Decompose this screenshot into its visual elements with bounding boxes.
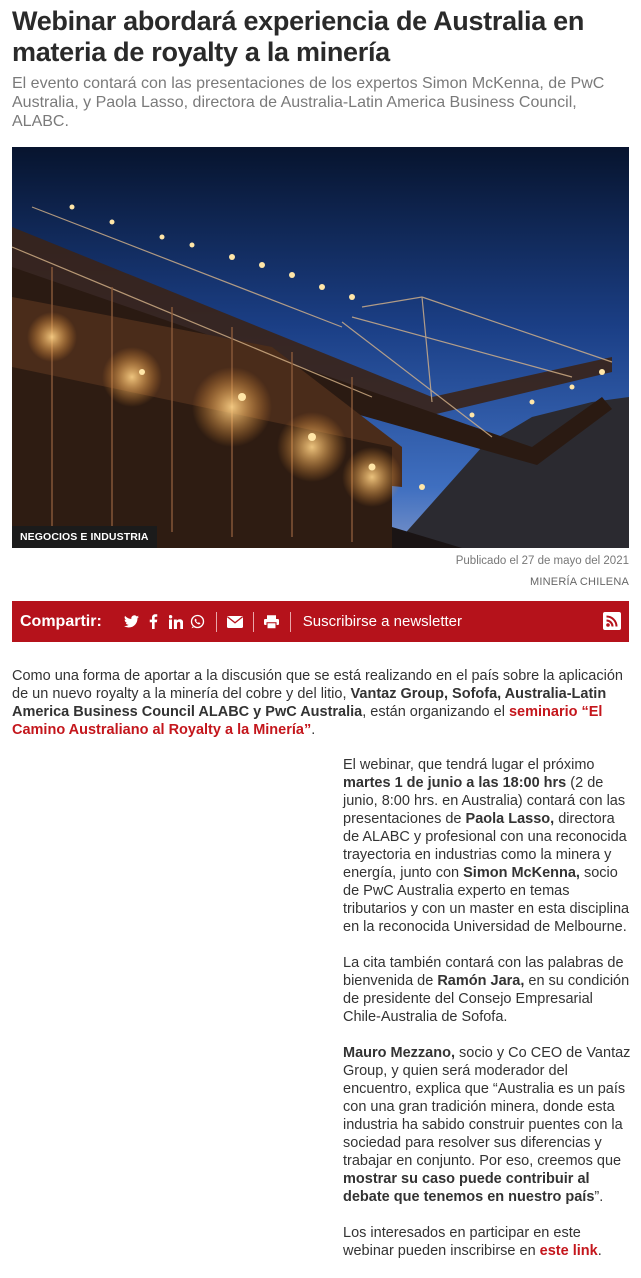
body-paragraph: [343, 1044, 633, 1206]
body-text: (2 de junio, 8:00 hrs. en Australia) contará con las presentaciones de: [343, 775, 626, 827]
intro-text: .: [311, 722, 316, 738]
body-text: socio y Co CEO de Vantaz Group, y quien será moderador del encuentro, explica que “Australia es un país con una gran tradición minera, donde esta industria ha sabido construir puentes con la sociedad para resolver sus diferencias y trabajar en conjunto. Por eso, creemos que: [343, 1045, 631, 1169]
body-paragraph: [343, 756, 633, 936]
rss-icon[interactable]: [603, 612, 621, 630]
share-separator: [253, 612, 254, 632]
share-label: Compartir:: [20, 612, 102, 630]
share-separator: [216, 612, 217, 632]
body-text: El webinar, que tendrá lugar el próximo: [343, 757, 595, 773]
intro-text: Como una forma de aportar a la discusión que se está realizando en el país sobre la aplicación de un nuevo royalty a la minería del cobre y del litio,: [12, 668, 623, 702]
publish-date: Publicado el 27 de mayo del 2021: [455, 555, 629, 567]
body-text: Los interesados en participar en este webinar pueden inscribirse en: [343, 1225, 581, 1259]
source-label[interactable]: MINERÍA CHILENA: [530, 576, 629, 588]
intro-paragraph: [12, 667, 629, 739]
intro-organizers: Vantaz Group, Sofofa, Australia-Latin America Business Council ALABC y PwC Australia: [12, 686, 607, 720]
body-paragraph: [343, 1224, 633, 1260]
share-separator: [290, 612, 291, 632]
body-text: socio de PwC Australia experto en temas tributarios y con un master en esta disciplina en la reconocida Universidad de Melbourne.: [343, 865, 630, 935]
speaker-name: Simon McKenna,: [463, 865, 580, 881]
hero-image: [12, 147, 629, 548]
category-badge[interactable]: NEGOCIOS E INDUSTRIA: [12, 526, 157, 548]
body-text: La cita también contará con las palabras de bienvenida de: [343, 955, 624, 989]
body-text: .: [597, 1243, 602, 1259]
body-text: ”.: [594, 1189, 604, 1205]
body-text: en su condición de presidente del Consejo Empresarial Chile-Australia de Sofofa.: [343, 973, 630, 1025]
seminar-link[interactable]: seminario “El Camino Australiano al Royalty a la Minería”: [12, 704, 603, 738]
event-date: martes 1 de junio a las 18:00 hrs: [343, 775, 567, 791]
email-icon[interactable]: [225, 612, 245, 632]
newsletter-link[interactable]: Suscribirse a newsletter: [302, 613, 463, 630]
registration-link[interactable]: este link: [539, 1243, 598, 1259]
twitter-icon[interactable]: [122, 612, 142, 632]
article-title: Webinar abordará experiencia de Australia en materia de royalty a la minería: [12, 6, 585, 67]
quote-highlight: mostrar su caso puede contribuir al debate que tenemos en nuestro país: [343, 1171, 595, 1205]
intro-text: , están organizando el: [362, 704, 509, 720]
mining-stacker-photo: [12, 147, 629, 548]
facebook-icon[interactable]: [144, 612, 164, 632]
speaker-name: Ramón Jara,: [437, 973, 525, 989]
print-icon[interactable]: [262, 612, 282, 632]
body-text: directora de ALABC y profesional con una reconocida trayectoria en industrias como la minera y energía, junto con: [343, 811, 627, 881]
article-body: [343, 756, 633, 1278]
linkedin-icon[interactable]: [166, 612, 186, 632]
body-paragraph: [343, 954, 633, 1026]
speaker-name: Mauro Mezzano,: [343, 1045, 455, 1061]
speaker-name: Paola Lasso,: [465, 811, 555, 827]
whatsapp-icon[interactable]: [188, 612, 208, 632]
article-subtitle: El evento contará con las presentaciones de los expertos Simon McKenna, de PwC Australia, y Paola Lasso, directora de Australia-Latin America Business Council, ALABC.: [12, 75, 605, 130]
share-bar: [12, 601, 629, 642]
